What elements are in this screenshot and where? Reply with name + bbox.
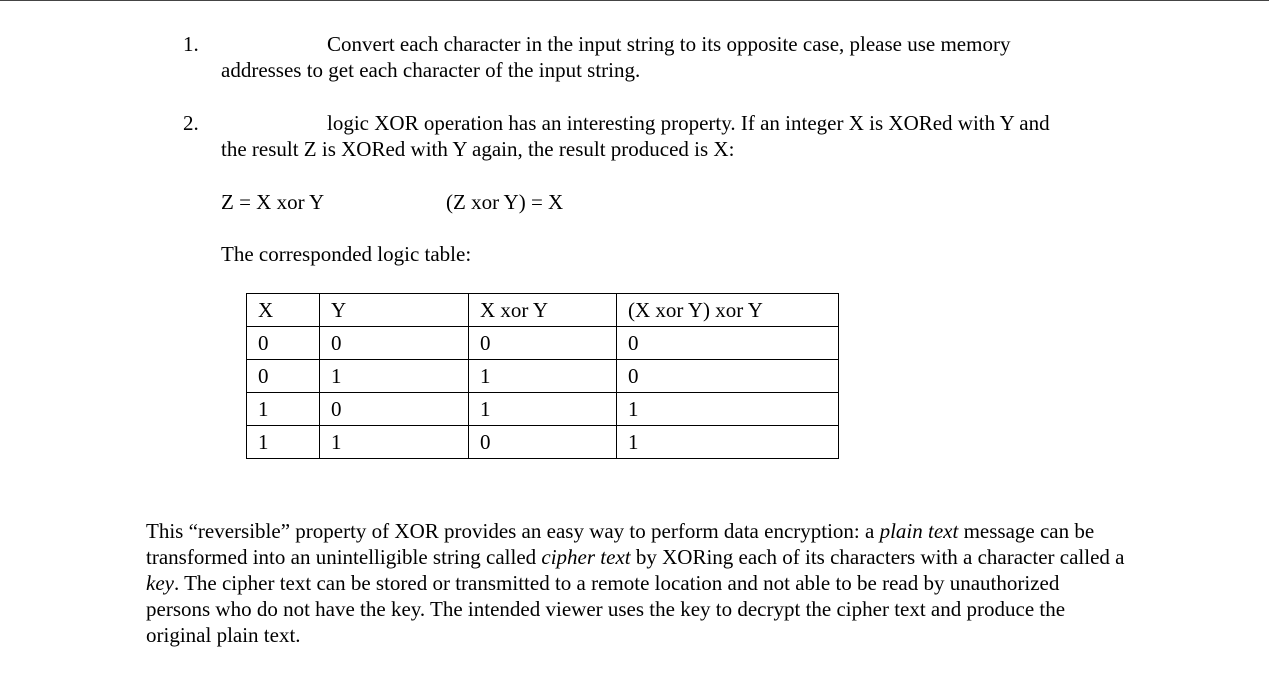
paragraph-text: by XORing each of its characters with a character called a — [630, 545, 1125, 569]
equation-left: Z = X xor Y — [221, 190, 325, 214]
table-cell: 0 — [469, 426, 617, 459]
table-row — [247, 360, 839, 393]
top-border-line — [0, 0, 1269, 1]
item-1-text-line1: Convert each character in the input string to its opposite case, please use memory — [327, 32, 1011, 56]
item-2-number: 2. — [183, 111, 199, 135]
table-cell: 1 — [469, 393, 617, 426]
table-cell: 0 — [617, 327, 839, 360]
table-cell: 1 — [617, 393, 839, 426]
table-cell: 0 — [247, 360, 320, 393]
encryption-paragraph — [146, 518, 1126, 648]
table-cell: 1 — [617, 426, 839, 459]
header-cell: X xor Y — [469, 294, 617, 327]
item-2-text-line2: the result Z is XORed with Y again, the result produced is X: — [221, 137, 735, 161]
table-cell: 1 — [469, 360, 617, 393]
table-row — [247, 327, 839, 360]
term-plain-text: plain text — [879, 519, 959, 543]
table-row — [247, 393, 839, 426]
logic-table — [246, 293, 839, 459]
table-row — [247, 426, 839, 459]
header-cell: (X xor Y) xor Y — [617, 294, 839, 327]
table-cell: 1 — [320, 360, 469, 393]
table-cell: 0 — [617, 360, 839, 393]
table-cell: 1 — [247, 426, 320, 459]
table-cell: 1 — [320, 426, 469, 459]
table-header-row — [247, 294, 839, 327]
table-cell: 0 — [320, 327, 469, 360]
header-cell: Y — [320, 294, 469, 327]
table-cell: 1 — [247, 393, 320, 426]
paragraph-text: This “reversible” property of XOR provides an easy way to perform data encryption: a — [146, 519, 880, 543]
equation-right: (Z xor Y) = X — [446, 190, 564, 214]
paragraph-text: message can be transformed into an unintelligible string called — [146, 519, 1095, 569]
table-cell: 0 — [469, 327, 617, 360]
table-cell: 0 — [247, 327, 320, 360]
paragraph-text: . The cipher text can be stored or transmitted to a remote location and not able to be read by unauthorized persons who do not have the key. The intended viewer uses the key to decrypt the cipher text and produce the original plain text. — [146, 571, 1066, 647]
item-1-number: 1. — [183, 32, 199, 56]
item-1-text-line2: addresses to get each character of the input string. — [221, 58, 641, 82]
item-2-text-line1: logic XOR operation has an interesting property. If an integer X is XORed with Y and — [327, 111, 1050, 135]
table-caption: The corresponded logic table: — [221, 242, 472, 266]
term-cipher-text: cipher text — [541, 545, 631, 569]
header-cell: X — [247, 294, 320, 327]
table-cell: 0 — [320, 393, 469, 426]
term-key: key — [146, 571, 174, 595]
